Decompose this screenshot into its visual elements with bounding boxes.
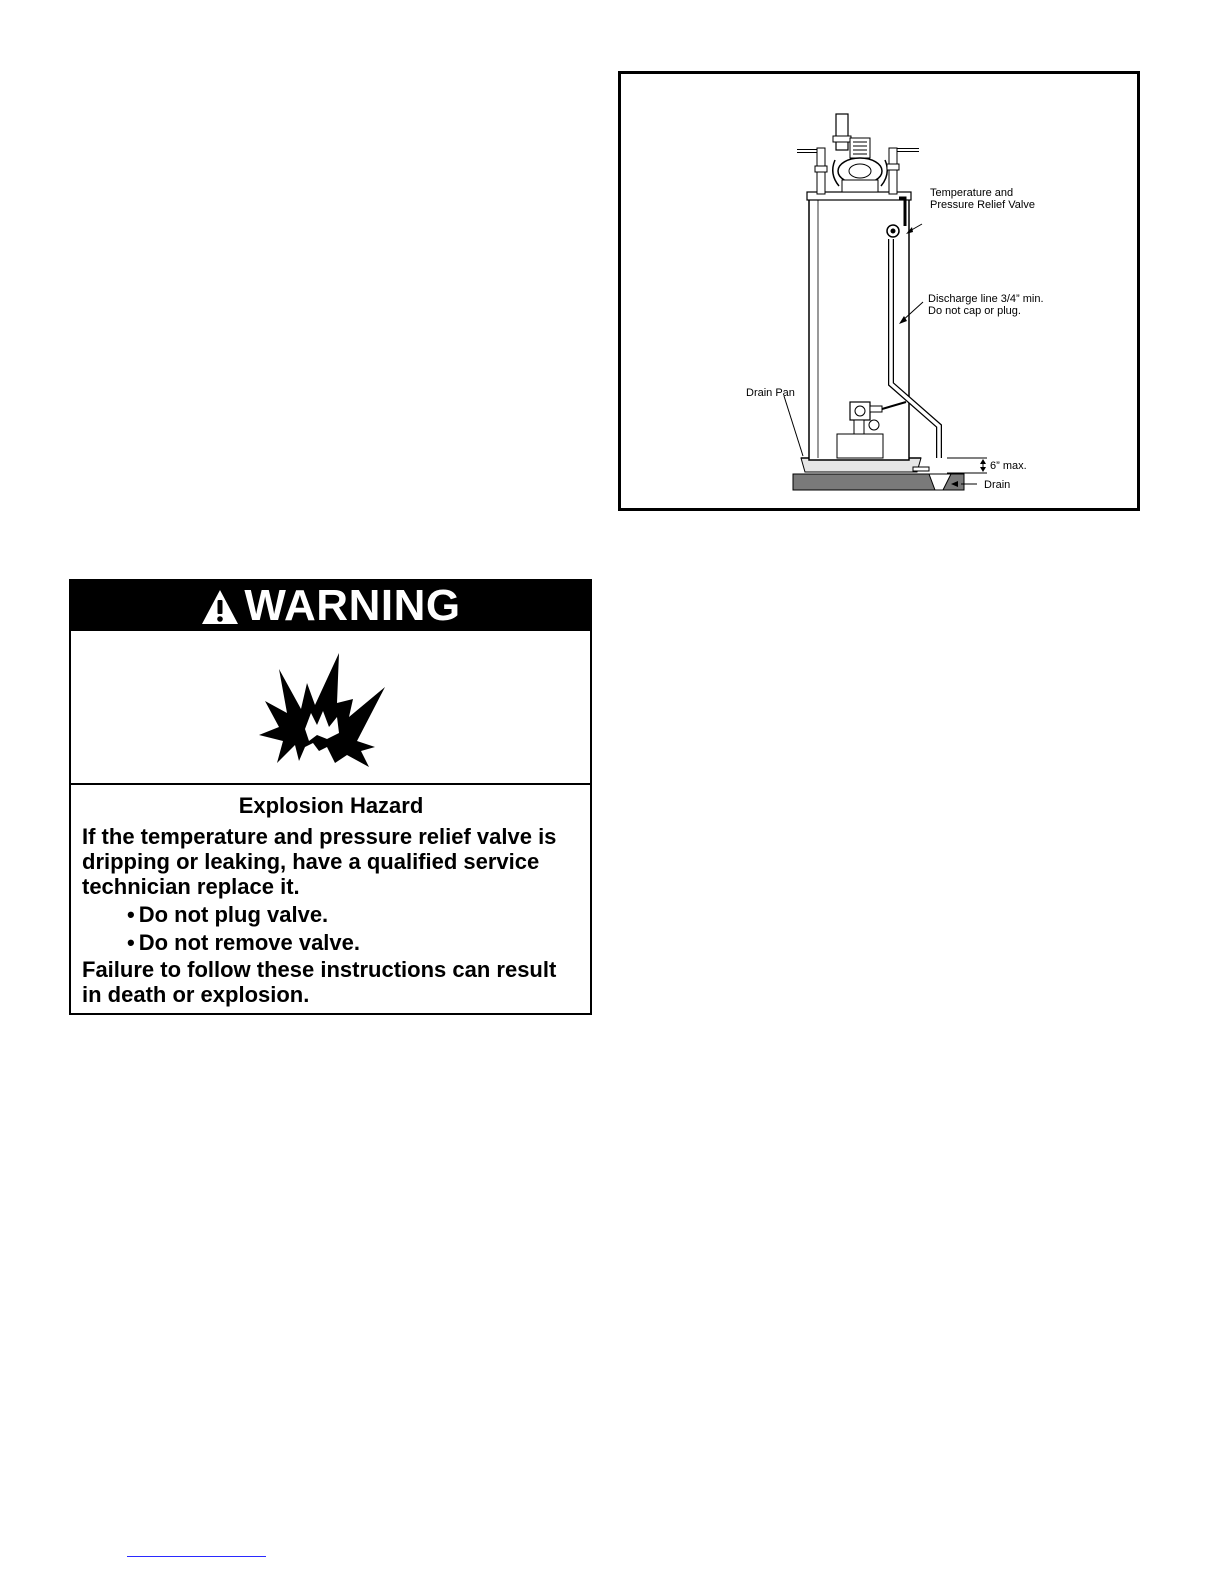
warning-header [71,581,590,631]
tpr-valve-diagram [618,71,1140,511]
discharge-line-label-line2: Do not cap or plug. [928,305,1021,317]
drain-label: Drain [984,479,1011,491]
bullet-text: Do not plug valve. [138,902,329,927]
footer-rule [127,1556,266,1557]
bullet-symbol: • [127,902,135,927]
hazard-title: Explosion Hazard [238,793,424,818]
tpr-valve-label-line1: Temperature and [930,187,1014,199]
bullet-item [127,930,580,955]
drain-pan-label: Drain Pan [746,387,795,399]
warning-closing: Failure to follow these instructions can result in death or explosion. [82,957,557,1007]
hazard-graphic [71,631,590,785]
bullet-text: Do not remove valve. [138,930,361,955]
warning-title: WARNING [244,581,461,630]
bullet-symbol: • [127,930,135,955]
warning-text [71,785,590,1007]
warning-triangle-icon [200,588,240,626]
warning-body: If the temperature and pressure relief valve is dripping or leaking, have a qualified service technician replace it. [82,824,557,899]
tpr-valve-label-line2: Pressure Relief Valve [930,199,1035,211]
six-inch-max-label: 6” max. [990,460,1027,472]
bullet-item [127,902,580,927]
water-heater-illustration [621,74,1137,508]
warning-box [69,579,592,1015]
discharge-line-label-line1: Discharge line 3/4” min. [928,293,1044,305]
explosion-icon [257,651,387,771]
